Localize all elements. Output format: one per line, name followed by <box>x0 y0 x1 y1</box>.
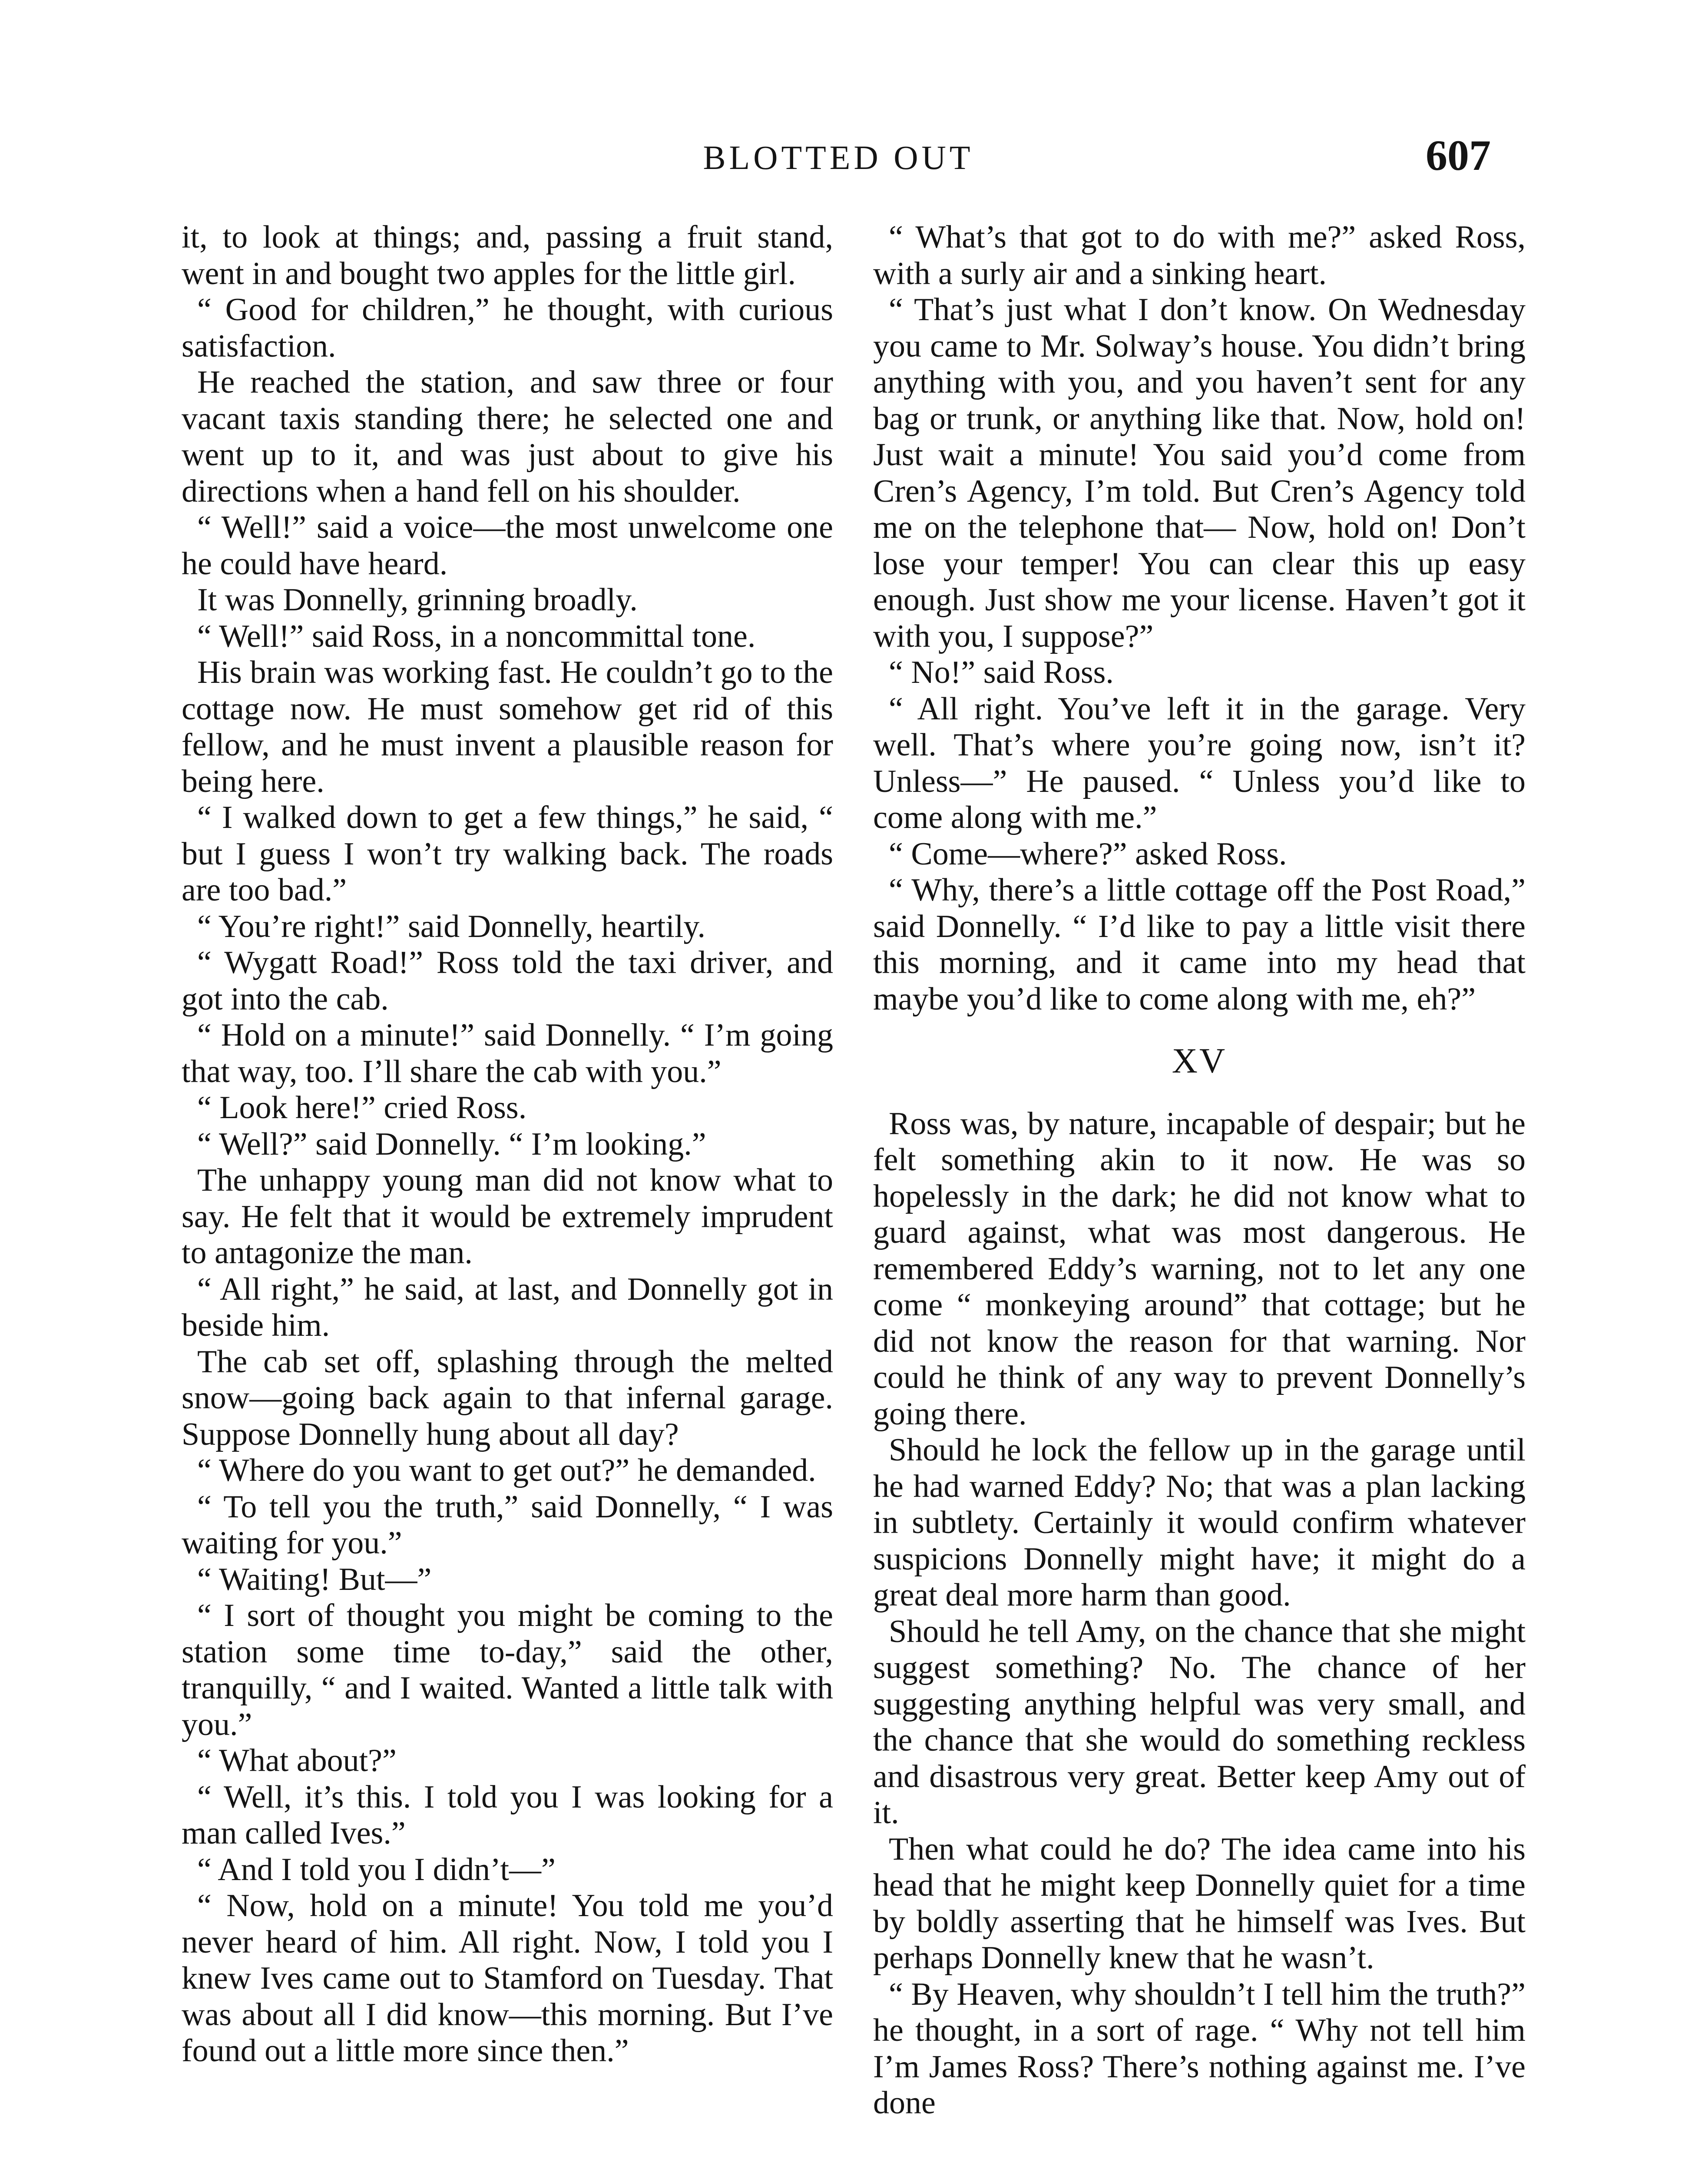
paragraph: “ Wygatt Road!” Ross told the taxi driver, and got into the cab. <box>182 945 833 1017</box>
paragraph: “ All right. You’ve left it in the garage. Very well. That’s where you’re going now, isn’t it? Unless—” He paused. “ Unless you’d like to come along with me.” <box>873 691 1526 835</box>
paragraph: “ What’s that got to do with me?” asked Ross, with a surly air and a sinking heart. <box>873 219 1526 291</box>
paragraph: “ Hold on a minute!” said Donnelly. “ I’m going that way, too. I’ll share the cab with you.” <box>182 1017 833 1089</box>
paragraph: “ By Heaven, why shouldn’t I tell him the truth?” he thought, in a sort of rage. “ Why not tell him I’m James Ross? There’s nothing against me. I’ve done <box>873 1976 1526 2121</box>
paragraph: “ I sort of thought you might be coming to the station some time to-day,” said the other, tranquilly, “ and I waited. Wanted a little talk with you.” <box>182 1598 833 1742</box>
paragraph: He reached the station, and saw three or four vacant taxis standing there; he selected one and went up to it, and was just about to give his directions when a hand fell on his shoulder. <box>182 364 833 509</box>
paragraph: “ What about?” <box>197 1743 397 1778</box>
paragraph: “ No!” said Ross. <box>889 655 1114 690</box>
paragraph: Ross was, by nature, incapable of despair; but he felt something akin to it now. He was so hopelessly in the dark; he did not know what to guard against, what was most dangerous. He remembered Eddy’s warning, not to let any one come “ monkeying around” that cottage; but he did not know the reason for that warning. Nor could he think of any way to prevent Donnelly’s going there. <box>873 1106 1526 1432</box>
paragraph: His brain was working fast. He couldn’t go to the cottage now. He must somehow get rid of this fellow, and he must invent a plausible reason for being here. <box>182 655 833 799</box>
left-text-column <box>182 219 833 2069</box>
paragraph: The cab set off, splashing through the melted snow—going back again to that infernal garage. Suppose Donnelly hung about all day? <box>182 1344 833 1452</box>
right-text-column <box>873 219 1526 2122</box>
paragraph: “ All right,” he said, at last, and Donnelly got in beside him. <box>182 1271 833 1343</box>
paragraph: “ Why, there’s a little cottage off the Post Road,” said Donnelly. “ I’d like to pay a little visit there this morning, and it came into my head that maybe you’d like to come along with me, eh?” <box>873 872 1526 1017</box>
paragraph: Then what could he do? The idea came into his head that he might keep Donnelly quiet for a time by boldly asserting that he himself was Ives. But perhaps Donnelly knew that he wasn’t. <box>873 1831 1526 1976</box>
paragraph: “ Well, it’s this. I told you I was looking for a man called Ives.” <box>182 1779 833 1851</box>
paragraph: “ Now, hold on a minute! You told me you’d never heard of him. All right. Now, I told you I knew Ives came out to Stamford on Tuesday. That was about all I did know—this morning. But I’ve found out a little more since then.” <box>182 1888 833 2069</box>
paragraph: “ Good for children,” he thought, with curious satisfaction. <box>182 292 833 364</box>
paragraph: “ Look here!” cried Ross. <box>197 1090 527 1126</box>
paragraph: “ That’s just what I don’t know. On Wednesday you came to Mr. Solway’s house. You didn’t bring anything with you, and you haven’t sent for any bag or trunk, or anything like that. Now, hold on! Just wait a minute! You said you’d come from Cren’s Agency, I’m told. But Cren’s Agency told me on the telephone that— Now, hold on! Don’t lose your temper! You can clear this up easy enough. Just show me your license. Haven’t got it with you, I suppose?” <box>873 292 1526 654</box>
paragraph: Should he lock the fellow up in the garage until he had warned Eddy? No; that was a plan lacking in subtlety. Certainly it would confirm whatever suspicions Donnelly might have; it might do a great deal more harm than good. <box>873 1432 1526 1613</box>
running-title: BLOTTED OUT <box>703 139 974 176</box>
paragraph: “ I walked down to get a few things,” he said, “ but I guess I won’t try walking back. The roads are too bad.” <box>182 800 833 908</box>
paragraph: “ You’re right!” said Donnelly, heartily. <box>197 908 706 944</box>
page-number: 607 <box>1426 131 1491 179</box>
paragraph: “ Well?” said Donnelly. “ I’m looking.” <box>197 1126 706 1162</box>
paragraph: it, to look at things; and, passing a fruit stand, went in and bought two apples for the little girl. <box>182 219 833 291</box>
paragraph: “ Well!” said Ross, in a noncommittal tone. <box>197 618 756 654</box>
paragraph: The unhappy young man did not know what to say. He felt that it would be extremely imprudent to antagonize the man. <box>182 1162 833 1271</box>
chapter-heading: XV <box>1172 1041 1227 1080</box>
paragraph: “ Waiting! But—” <box>197 1561 432 1597</box>
paragraph: “ To tell you the truth,” said Donnelly, “ I was waiting for you.” <box>182 1489 833 1561</box>
paragraph: Should he tell Amy, on the chance that she might suggest something? No. The chance of her suggesting anything helpful was very small, and the chance that she would do something reckless and disastrous very great. Better keep Amy out of it. <box>873 1613 1526 1831</box>
paragraph: “ Where do you want to get out?” he demanded. <box>197 1453 816 1488</box>
paragraph: “ And I told you I didn’t—” <box>197 1851 556 1887</box>
paragraph: “ Come—where?” asked Ross. <box>889 836 1287 872</box>
paragraph: It was Donnelly, grinning broadly. <box>197 582 638 618</box>
paragraph: “ Well!” said a voice—the most unwelcome one he could have heard. <box>182 510 833 582</box>
